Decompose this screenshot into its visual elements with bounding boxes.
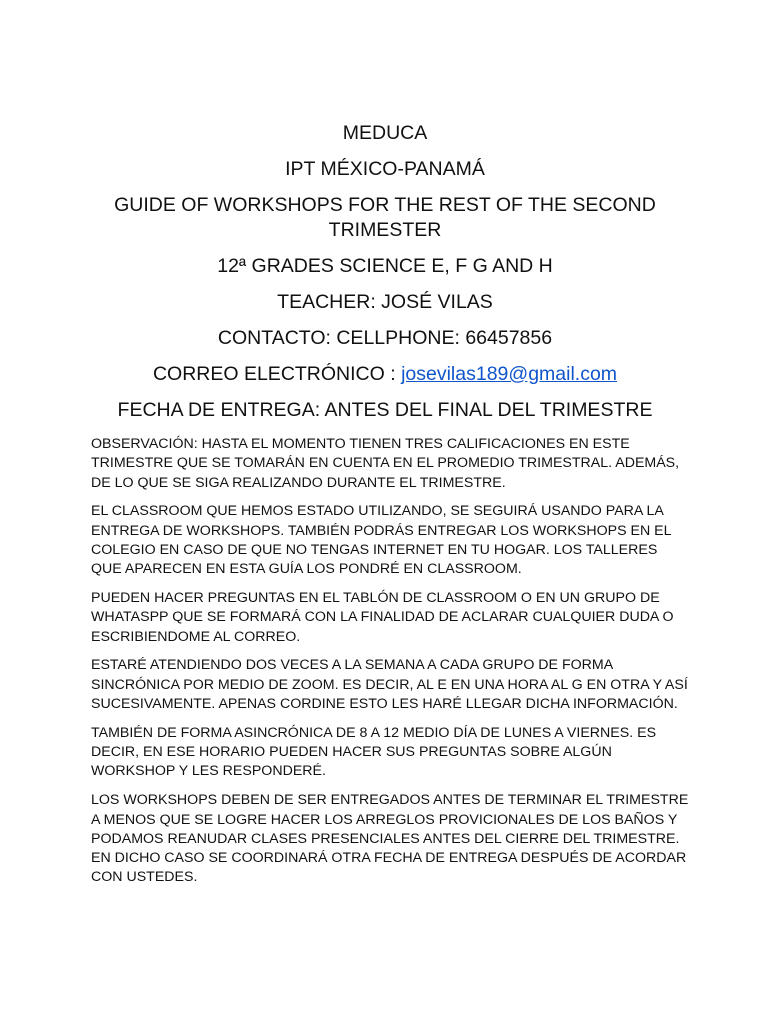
email-link[interactable]: josevilas189@gmail.com	[401, 363, 618, 385]
paragraph-observation: OBSERVACIÓN: HASTA EL MOMENTO TIENEN TRES CALIFICACIONES EN ESTE TRIMESTRE QUE SE TOMARÁN EN CUENTA EN EL PROMEDIO TRIMESTRAL. ADEMÁS, DE LO QUE SE SIGA REALIZANDO DURANTE EL TRIMESTRE.	[91, 436, 680, 491]
paragraph-questions: PUEDEN HACER PREGUNTAS EN EL TABLÓN DE CLASSROOM O EN UN GRUPO DE WHATASPP QUE SE FORMARÁ CON LA FINALIDAD DE ACLARAR CUALQUIER DUDA O ESCRIBIENDOME AL CORREO.	[91, 590, 674, 645]
header-school: IPT MÉXICO-PANAMÁ	[285, 158, 485, 180]
paragraph-asynchronous: TAMBIÉN DE FORMA ASINCRÓNICA DE 8 A 12 MEDIO DÍA DE LUNES A VIERNES. ES DECIR, EN ESE HORARIO PUEDEN HACER SUS PREGUNTAS SOBRE ALGÚN WORKSHOP Y LES RESPONDERÉ.	[91, 724, 657, 780]
header-teacher: TEACHER: JOSÉ VILAS	[277, 291, 493, 313]
header-due-date: FECHA DE ENTREGA: ANTES DEL FINAL DEL TRIMESTRE	[117, 399, 653, 421]
email-label: CORREO ELECTRÓNICO :	[152, 363, 402, 385]
document-title: GUIDE OF WORKSHOPS FOR THE REST OF THE SECOND TRIMESTER	[114, 194, 656, 241]
document-header	[60, 121, 710, 434]
header-organization: MEDUCA	[342, 122, 428, 144]
paragraph-deadline: LOS WORKSHOPS DEBEN DE SER ENTREGADOS ANTES DE TERMINAR EL TRIMESTRE A MENOS QUE SE LOGRE HACER LOS ARREGLOS PROVICIONALES DE LOS BAÑOS Y PODAMOS REANUDAR CLASES PRESENCIALES ANTES DEL CIERRE DEL TRIMESTRE. EN DICHO CASO SE COORDINARÁ OTRA FECHA DE ENTREGA DESPUÉS DE ACORDAR CON USTEDES.	[91, 792, 689, 886]
header-contact-phone: CONTACTO: CELLPHONE: 66457856	[217, 327, 553, 349]
header-email-line	[60, 362, 710, 387]
paragraph-classroom: EL CLASSROOM QUE HEMOS ESTADO UTILIZANDO, SE SEGUIRÁ USANDO PARA LA ENTREGA DE WORKSHOPS. TAMBIÉN PODRÁS ENTREGAR LOS WORKSHOPS EN EL COLEGIO EN CASO DE QUE NO TENGAS INTERNET EN TU HOGAR. LOS TALLERES QUE APARECEN EN ESTA GUÍA LOS PONDRÉ EN CLASSROOM.	[91, 503, 671, 578]
header-grades: 12ª GRADES SCIENCE E, F G AND H	[217, 255, 553, 277]
paragraph-synchronous: ESTARÉ ATENDIENDO DOS VECES A LA SEMANA A CADA GRUPO DE FORMA SINCRÓNICA POR MEDIO DE ZOOM. ES DECIR, AL E EN UNA HORA AL G EN OTRA Y ASÍ SUCESIVAMENTE. APENAS CORDINE ESTO LES HARÉ LLEGAR DICHA INFORMACIÓN.	[91, 657, 688, 713]
document-body	[91, 435, 691, 897]
